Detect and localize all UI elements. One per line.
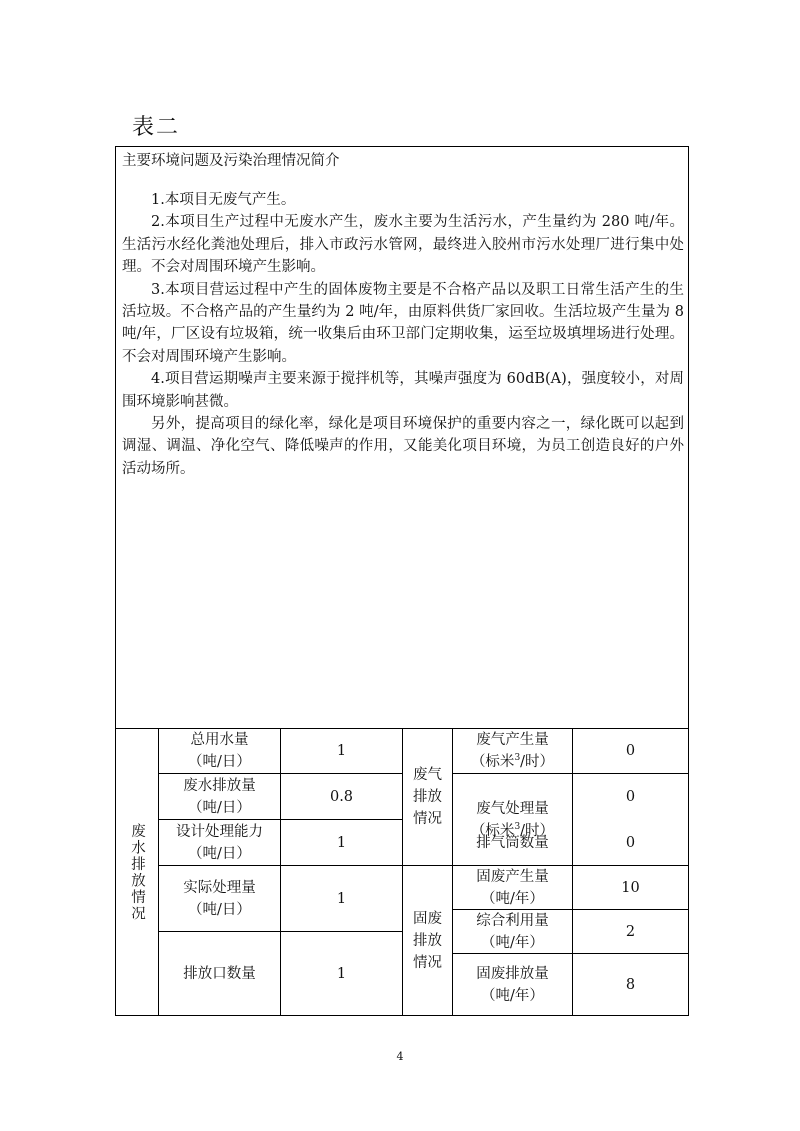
wastewater-section-label: 废水排放情况 [129, 822, 145, 922]
wastewater-label-cell [159, 729, 280, 773]
solid-discharge-value: 8 [625, 976, 636, 993]
actual-treatment-value: 1 [336, 890, 347, 907]
unit-superscript: 3 [514, 753, 521, 764]
unit-superscript: 3 [514, 821, 521, 832]
reuse-amount-value: 2 [625, 923, 636, 940]
summary-paragraph: 3.本项目营运过程中产生的固体废物主要是不合格产品以及职工日常生活产生的生活垃圾。不合格产品的产生量约为 2 吨/年，由原料供货厂家回收。生活垃圾产生量为 8 吨/年，厂区设有垃圾箱，统一收集后由环卫部门定期收集，运至垃圾填埋场进行处理。不会对周围环境产生影响。 [122, 281, 684, 365]
summary-paragraphs [122, 189, 684, 480]
solid-generated-label: 固废产生量 [476, 868, 549, 885]
summary-paragraph: 1.本项目无废气产生。 [151, 192, 296, 208]
wastewater-discharge-unit: （吨/日） [188, 799, 251, 816]
exhaust-treated-value: 0 [625, 788, 636, 805]
total-water-label: 总用水量 [190, 732, 249, 748]
solid-waste-section-cell [403, 866, 452, 1015]
solid-waste-label-cell [453, 954, 572, 1015]
summary-heading: 主要环境问题及污染治理情况简介 [122, 153, 340, 169]
unit-text: /时） [520, 754, 555, 770]
solid-waste-section-label: 固废排放情况 [413, 910, 442, 971]
actual-treatment-label: 实际处理量 [183, 879, 256, 896]
total-water-unit: （吨/日） [188, 754, 251, 770]
stack-count-label: 排气筒数量 [476, 834, 549, 851]
total-water-value: 1 [336, 743, 347, 759]
unit-text: （标米 [470, 754, 515, 770]
exhaust-section-label: 废气排放情况 [413, 767, 442, 827]
design-capacity-unit: （吨/日） [188, 845, 251, 862]
wastewater-section-cell [116, 729, 158, 1015]
design-capacity-label: 设计处理能力 [176, 823, 263, 840]
actual-treatment-unit: （吨/日） [188, 901, 251, 918]
exhaust-generated-value: 0 [625, 743, 636, 759]
summary-paragraph: 2.本项目生产过程中无废水产生，废水主要为生活污水，产生量约为 280 吨/年。生活污水经化粪池处理后，排入市政污水管网，最终进入胶州市污水处理厂进行集中处理。不会对周围环境产生影响。 [122, 214, 684, 276]
exhaust-section-cell [403, 729, 452, 865]
wastewater-label-cell [159, 820, 280, 865]
discharge-grid [116, 729, 688, 1015]
page-title: 表二 [132, 115, 181, 140]
exhaust-label-cell [453, 729, 572, 773]
wastewater-discharge-value: 0.8 [329, 788, 354, 805]
unit-text: /时） [520, 822, 555, 839]
summary-paragraph: 4.项目营运期噪声主要来源于搅拌机等，其噪声强度为 60dB(A)，强度较小，对周围环境影响甚微。 [122, 371, 684, 410]
solid-discharge-label: 固废排放量 [476, 965, 549, 982]
solid-generated-unit: （吨/年） [481, 890, 544, 907]
outlet-count-label: 排放口数量 [183, 965, 256, 982]
wastewater-discharge-label: 废水排放量 [183, 777, 256, 794]
wastewater-label-cell [159, 866, 280, 931]
outlet-count-value: 1 [336, 965, 347, 982]
environment-table [115, 146, 689, 1016]
exhaust-treated-label: 废气处理量 [476, 800, 549, 817]
reuse-amount-label: 综合利用量 [476, 912, 549, 929]
wastewater-label-cell [159, 774, 280, 819]
exhaust-generated-label: 废气产生量 [476, 732, 549, 748]
solid-generated-value: 10 [621, 879, 640, 896]
page-number: 4 [396, 1050, 404, 1063]
summary-section [116, 147, 688, 729]
summary-paragraph: 另外，提高项目的绿化率，绿化是项目环境保护的重要内容之一，绿化既可以起到调湿、调温、净化空气、降低噪声的作用，又能美化项目环境，为员工创造良好的户外活动场所。 [122, 416, 684, 477]
unit-text: （标米 [470, 822, 515, 839]
exhaust-generated-unit [471, 751, 554, 773]
design-capacity-value: 1 [336, 834, 347, 851]
solid-waste-label-cell [453, 910, 572, 953]
solid-waste-label-cell [453, 866, 572, 909]
stack-count-value: 0 [625, 834, 636, 851]
reuse-amount-unit: （吨/年） [481, 934, 544, 951]
solid-discharge-unit: （吨/年） [481, 987, 544, 1004]
